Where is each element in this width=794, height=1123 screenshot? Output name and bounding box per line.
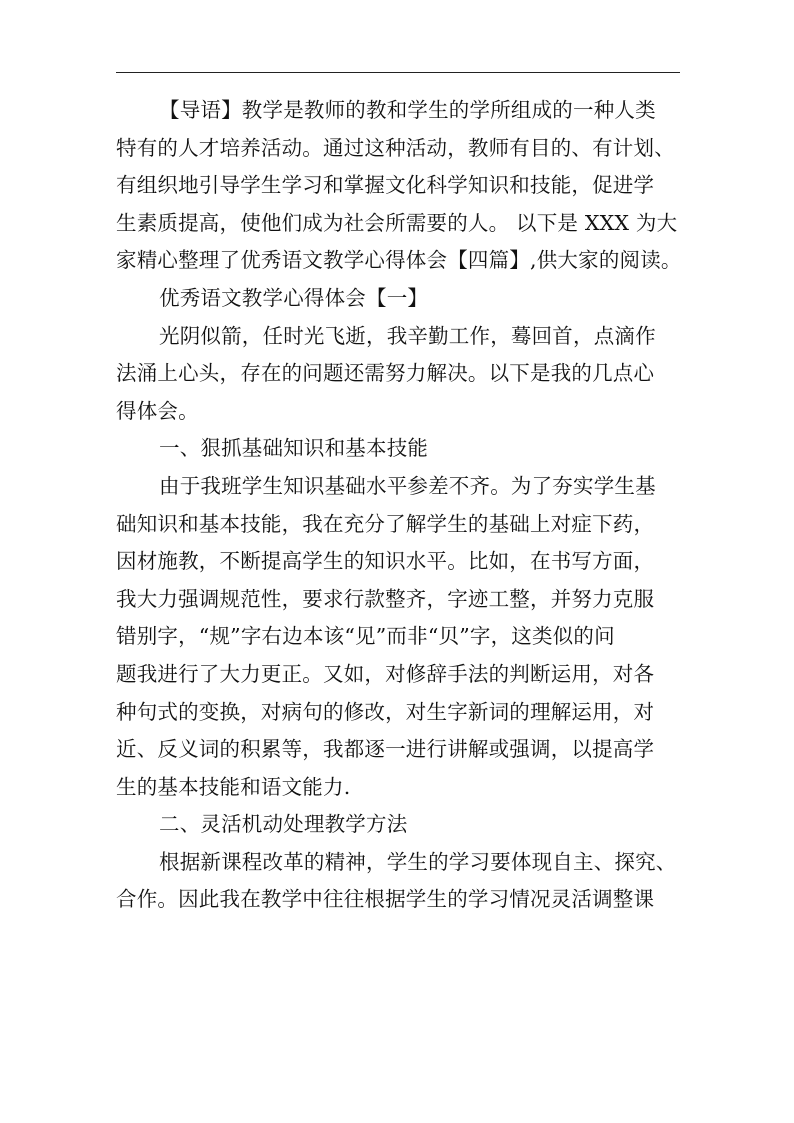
text-line: 法涌上心头，存在的问题还需努力解决。以下是我的几点心 [116, 361, 655, 386]
text-line: 优秀语文教学心得体会【一】 [159, 285, 429, 310]
text-line: 【导语】教学是教师的教和学生的学所组成的一种人类 [159, 98, 656, 122]
text-line: 础知识和基本技能，我在充分了解学生的基础上对症下药， [116, 511, 655, 536]
text-line: 生素质提高，使他们成为社会所需要的人。 以下是 XXX 为大 [116, 210, 678, 235]
text-line: 近、反义词的积累等，我都逐一进行讲解或强调，以提高学 [116, 737, 655, 762]
text-line: 有组织地引导学生学习和掌握文化科学知识和技能，促进学 [116, 173, 655, 198]
text-line: 题我进行了大力更正。又如，对修辞手法的判断运用，对各 [116, 661, 655, 686]
text-line: 生的基本技能和语文能力. [116, 774, 351, 799]
text-line: 因材施教，不断提高学生的知识水平。比如，在书写方面， [116, 549, 655, 574]
header-rule [116, 72, 680, 73]
text-line: 一、狠抓基础知识和基本技能 [159, 436, 429, 461]
text-line: 光阴似箭，任时光飞逝，我辛勤工作，蓦回首，点滴作 [159, 323, 656, 348]
text-line: 特有的人才培养活动。通过这种活动，教师有目的、有计划、 [116, 135, 675, 160]
text-line: 二、灵活机动处理教学方法 [159, 812, 408, 837]
text-line: 种句式的变换，对病句的修改，对生字新词的理解运用，对 [116, 699, 655, 724]
text-line: 合作。因此我在教学中往往根据学生的学习情况灵活调整课 [116, 887, 655, 912]
text-line: 由于我班学生知识基础水平参差不齐。为了夯实学生基 [159, 473, 656, 498]
text-line: 根据新课程改革的精神，学生的学习要体现自主、探究、 [159, 849, 677, 874]
text-line: 错别字，“规”字右边本该“见”而非“贝”字，这类似的问 [116, 624, 615, 649]
text-line: 我大力强调规范性，要求行款整齐，字迹工整，并努力克服 [116, 586, 655, 611]
text-line: 家精心整理了优秀语文教学心得体会【四篇】,供大家的阅读。 [116, 248, 682, 273]
document-body [116, 92, 680, 919]
text-line: 得体会。 [116, 398, 199, 423]
